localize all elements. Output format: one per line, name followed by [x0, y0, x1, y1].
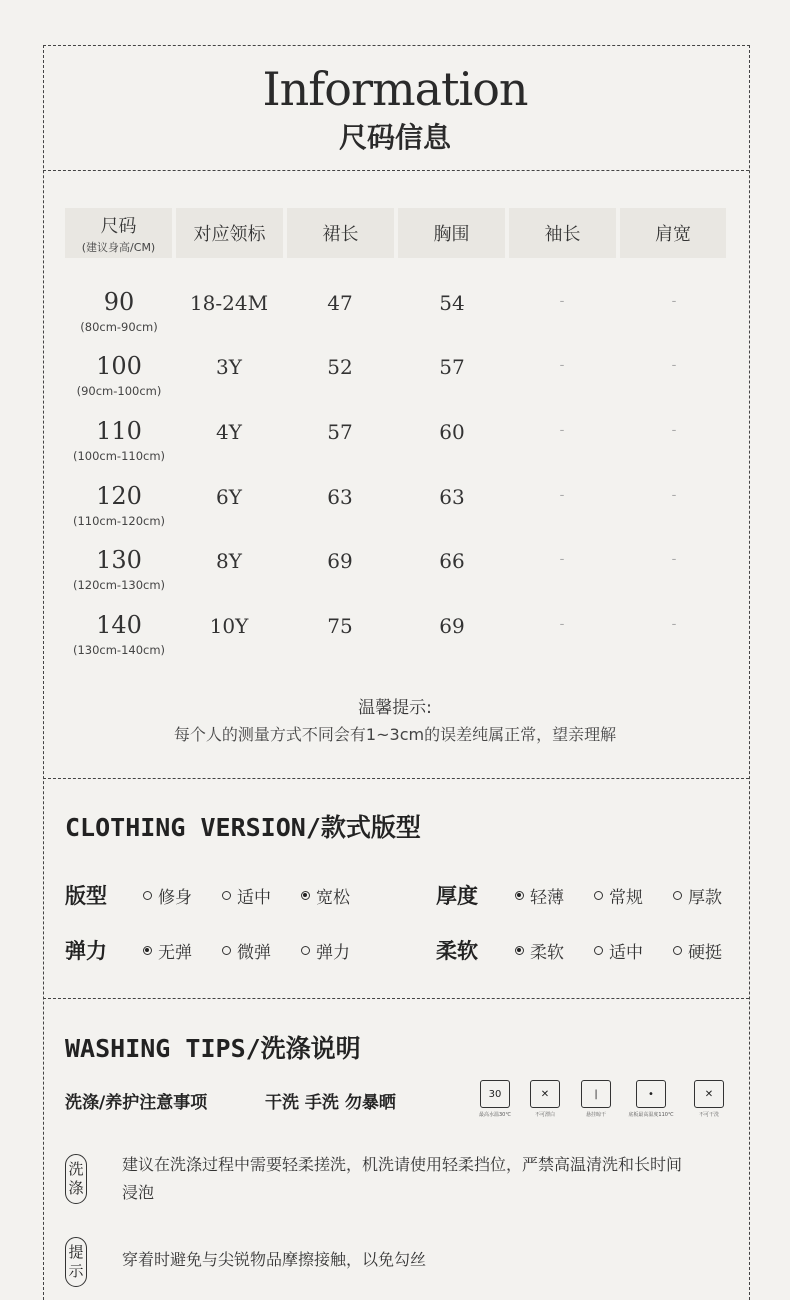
size-height-range: (130cm-140cm): [72, 643, 166, 657]
badge-wash: [65, 1154, 87, 1204]
header-label: 对应领标: [193, 224, 266, 245]
attr-option-label: 宽松: [316, 888, 350, 908]
cell-length: 57: [327, 420, 353, 444]
title-chinese: 尺码信息: [338, 121, 451, 154]
cell-label: 8Y: [216, 549, 242, 573]
attr-option: [594, 938, 643, 963]
size-value: 140: [96, 611, 142, 639]
size-height-range: (110cm-120cm): [72, 514, 166, 528]
tip-note: 穿着时避免与尖锐物品摩擦接触，以免勾丝: [122, 1250, 427, 1269]
attr-option: [222, 938, 271, 963]
size-value: 130: [96, 546, 142, 574]
cell-length: 69: [327, 549, 353, 573]
cell-length: 47: [327, 291, 353, 315]
care-icon-caption: 最高水温30℃: [479, 1112, 511, 1118]
attr-option: [222, 883, 271, 908]
header-label-tag: [176, 208, 283, 258]
badge-char: 涤: [68, 1179, 84, 1197]
header-label: 袖长: [544, 224, 581, 245]
attr-option-label: 弹力: [316, 943, 350, 963]
wash-methods: 干洗 手洗 勿暴晒: [265, 1093, 396, 1113]
header-label: 裙长: [322, 224, 359, 245]
divider: [43, 998, 749, 999]
header-length: [287, 208, 394, 258]
cell-shoulder: -: [671, 422, 677, 438]
radio-icon: [143, 946, 152, 955]
radio-icon: [301, 946, 310, 955]
cell-chest: 54: [439, 291, 465, 315]
attr-option-label: 轻薄: [530, 888, 564, 908]
header-size: [65, 208, 172, 258]
attr-option: [673, 938, 722, 963]
radio-icon: [301, 891, 310, 900]
attr-label: 厚度: [436, 884, 478, 908]
attr-option-label: 厚款: [688, 888, 722, 908]
attr-option: [143, 883, 192, 908]
size-value: 110: [96, 417, 142, 445]
badge-char: 提: [68, 1243, 84, 1261]
size-value: 100: [96, 352, 142, 380]
cell-sleeve: -: [559, 551, 565, 567]
divider: [43, 778, 749, 779]
iron-low-icon: •: [636, 1080, 666, 1108]
cell-sleeve: -: [559, 616, 565, 632]
badge-char: 洗: [68, 1160, 84, 1178]
radio-icon: [222, 891, 231, 900]
radio-icon: [673, 891, 682, 900]
care-icon-caption: 悬挂晾干: [585, 1112, 606, 1118]
radio-icon: [673, 946, 682, 955]
cell-shoulder: -: [671, 293, 677, 309]
attr-label: 版型: [65, 884, 107, 908]
cell-chest: 66: [439, 549, 465, 573]
divider: [43, 170, 749, 171]
header-shoulder: [620, 208, 726, 258]
attr-option: [515, 883, 564, 908]
cell-shoulder: -: [671, 616, 677, 632]
cell-length: 63: [327, 485, 353, 509]
cell-sleeve: -: [559, 357, 565, 373]
cell-sleeve: -: [559, 487, 565, 503]
no-tumble-dry-icon: ✕: [694, 1080, 724, 1108]
badge-tip: [65, 1237, 87, 1287]
cell-label: 3Y: [216, 355, 242, 379]
care-icon-caption: 底板最高温度110℃: [628, 1112, 674, 1118]
header-label: 尺码: [100, 215, 137, 237]
clothing-section-title: CLOTHING VERSION/款式版型: [65, 813, 421, 842]
cell-sleeve: -: [559, 293, 565, 309]
care-icon-caption: 不可干洗: [698, 1112, 719, 1118]
header-label: 胸围: [433, 224, 470, 245]
washing-section-title: WASHING TIPS/洗涤说明: [65, 1034, 361, 1063]
attr-option-label: 常规: [609, 888, 643, 908]
cell-chest: 57: [439, 355, 465, 379]
header-sleeve: [509, 208, 616, 258]
radio-icon: [515, 946, 524, 955]
no-bleach-icon: ✕: [530, 1080, 560, 1108]
cell-length: 52: [327, 355, 353, 379]
hang-dry-icon: |: [581, 1080, 611, 1108]
cell-chest: 69: [439, 614, 465, 638]
header-chest: [398, 208, 505, 258]
size-height-range: (90cm-100cm): [76, 384, 162, 398]
attr-option-label: 柔软: [530, 943, 564, 963]
tips-title: 温馨提示:: [358, 698, 432, 718]
cell-length: 75: [327, 614, 353, 638]
title-english: Information: [262, 62, 528, 116]
care-label: 洗涤/养护注意事项: [65, 1093, 208, 1113]
cell-label: 4Y: [216, 420, 242, 444]
attr-option-label: 适中: [237, 888, 271, 908]
badge-char: 示: [68, 1262, 84, 1280]
attr-label: 弹力: [65, 939, 107, 963]
header-label: 肩宽: [655, 224, 691, 245]
cell-shoulder: -: [671, 487, 677, 503]
size-height-range: (120cm-130cm): [72, 578, 166, 592]
tips-text: 每个人的测量方式不同会有1~3cm的误差纯属正常，望亲理解: [173, 725, 617, 744]
wash-30-icon: 30: [480, 1080, 510, 1108]
cell-chest: 60: [439, 420, 465, 444]
radio-icon: [222, 946, 231, 955]
attr-option-label: 无弹: [158, 943, 192, 963]
size-height-range: (80cm-90cm): [80, 320, 158, 334]
attr-option-label: 适中: [609, 943, 643, 963]
attr-option-label: 修身: [158, 888, 192, 908]
size-value: 120: [96, 482, 142, 510]
size-height-range: (100cm-110cm): [72, 449, 166, 463]
attr-option: [301, 883, 350, 908]
attr-option: [673, 883, 722, 908]
care-icon-caption: 不可漂白: [534, 1112, 555, 1118]
attr-option-label: 微弹: [237, 943, 271, 963]
attr-option: [594, 883, 643, 908]
cell-label: 10Y: [209, 614, 249, 638]
cell-sleeve: -: [559, 422, 565, 438]
attr-option: [143, 938, 192, 963]
attr-option: [301, 938, 350, 963]
radio-icon: [143, 891, 152, 900]
cell-shoulder: -: [671, 551, 677, 567]
attr-option-label: 硬挺: [688, 943, 722, 963]
cell-label: 6Y: [216, 485, 242, 509]
cell-shoulder: -: [671, 357, 677, 373]
radio-icon: [594, 946, 603, 955]
cell-chest: 63: [439, 485, 465, 509]
header-sublabel: (建议身高/CM): [81, 240, 156, 254]
radio-icon: [515, 891, 524, 900]
wash-note: 建议在洗涤过程中需要轻柔搓洗，机洗请使用轻柔挡位，严禁高温清洗和长时间浸泡: [122, 1155, 683, 1202]
radio-icon: [594, 891, 603, 900]
attr-option: [515, 938, 564, 963]
size-value: 90: [103, 288, 135, 316]
cell-label: 18-24M: [189, 291, 269, 315]
attr-label: 柔软: [436, 939, 478, 963]
